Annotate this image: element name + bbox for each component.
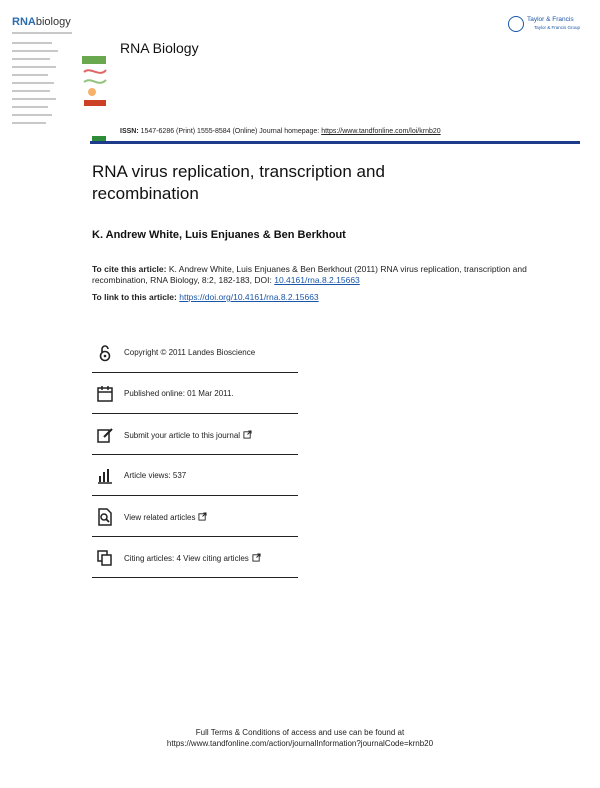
issn-line <box>120 128 441 135</box>
submit-article-label: Submit your article to this journal <box>124 431 241 440</box>
copyright-text: Copyright © 2011 Landes Bioscience <box>124 348 256 357</box>
publisher-name: Taylor & Francis <box>527 16 574 23</box>
citation-text: K. Andrew White, Luis Enjuanes & Ben Berkhout (2011) RNA virus replication, transcription and recombination, RNA Biology, 8:2, 182-183, DOI: <box>92 264 527 285</box>
info-row-related[interactable] <box>92 496 298 537</box>
edit-icon <box>96 426 114 444</box>
citing-articles-label: Citing articles: 4 View citing articles <box>124 554 249 563</box>
copy-icon <box>96 549 114 567</box>
footer-terms-text: Full Terms & Conditions of access and use can be found at <box>195 728 405 737</box>
citation-doi-link[interactable]: 10.4161/rna.8.2.15663 <box>274 275 360 285</box>
article-doi-url[interactable]: https://doi.org/10.4161/rna.8.2.15663 <box>179 292 319 302</box>
search-document-icon <box>96 508 114 526</box>
issn-text: 1547-6286 (Print) 1555-8584 (Online) Journal homepage: <box>140 128 320 135</box>
open-access-icon <box>96 344 114 362</box>
footer-terms-url[interactable]: https://www.tandfonline.com/action/journalInformation?journalCode=krnb20 <box>166 739 434 748</box>
calendar-icon <box>96 385 114 403</box>
bar-chart-icon <box>96 467 114 485</box>
external-link-icon <box>243 430 252 439</box>
issn-label: ISSN: <box>120 128 139 135</box>
journal-homepage-link[interactable]: https://www.tandfonline.com/loi/krnb20 <box>321 128 441 135</box>
cover-logo <box>12 16 71 28</box>
info-row-submit[interactable] <box>92 414 298 455</box>
external-link-icon <box>252 553 261 562</box>
related-articles-link[interactable] <box>124 512 207 522</box>
footer <box>0 727 600 749</box>
cover-logo-suffix: biology <box>35 16 71 28</box>
published-online-text: Published online: 01 Mar 2011. <box>124 389 234 398</box>
article-views-text: Article views: 537 <box>124 471 187 480</box>
article-link-label: To link to this article: <box>92 292 177 302</box>
info-row-copyright <box>92 332 298 373</box>
info-row-citing[interactable] <box>92 537 298 578</box>
citation-label: To cite this article: <box>92 264 167 274</box>
publisher-logo[interactable] <box>508 14 582 36</box>
info-row-views <box>92 455 298 496</box>
header-divider <box>90 141 580 144</box>
citing-articles-link[interactable] <box>124 553 261 563</box>
submit-article-link[interactable] <box>124 430 252 440</box>
publisher-tagline: Taylor & Francis Group <box>534 25 581 30</box>
article-link-block <box>92 292 319 302</box>
external-link-icon <box>198 512 207 521</box>
citation-block <box>92 264 562 286</box>
article-authors: K. Andrew White, Luis Enjuanes & Ben Berkhout <box>92 229 346 241</box>
article-title: RNA virus replication, transcription and recombination <box>92 162 385 203</box>
related-articles-label: View related articles <box>124 513 196 522</box>
info-row-published <box>92 373 298 414</box>
journal-cover <box>12 14 112 130</box>
cover-art-image <box>80 54 110 108</box>
cover-logo-prefix: RNA <box>12 16 36 28</box>
journal-title: RNA Biology <box>120 40 199 56</box>
publisher-logo-icon <box>508 16 524 32</box>
